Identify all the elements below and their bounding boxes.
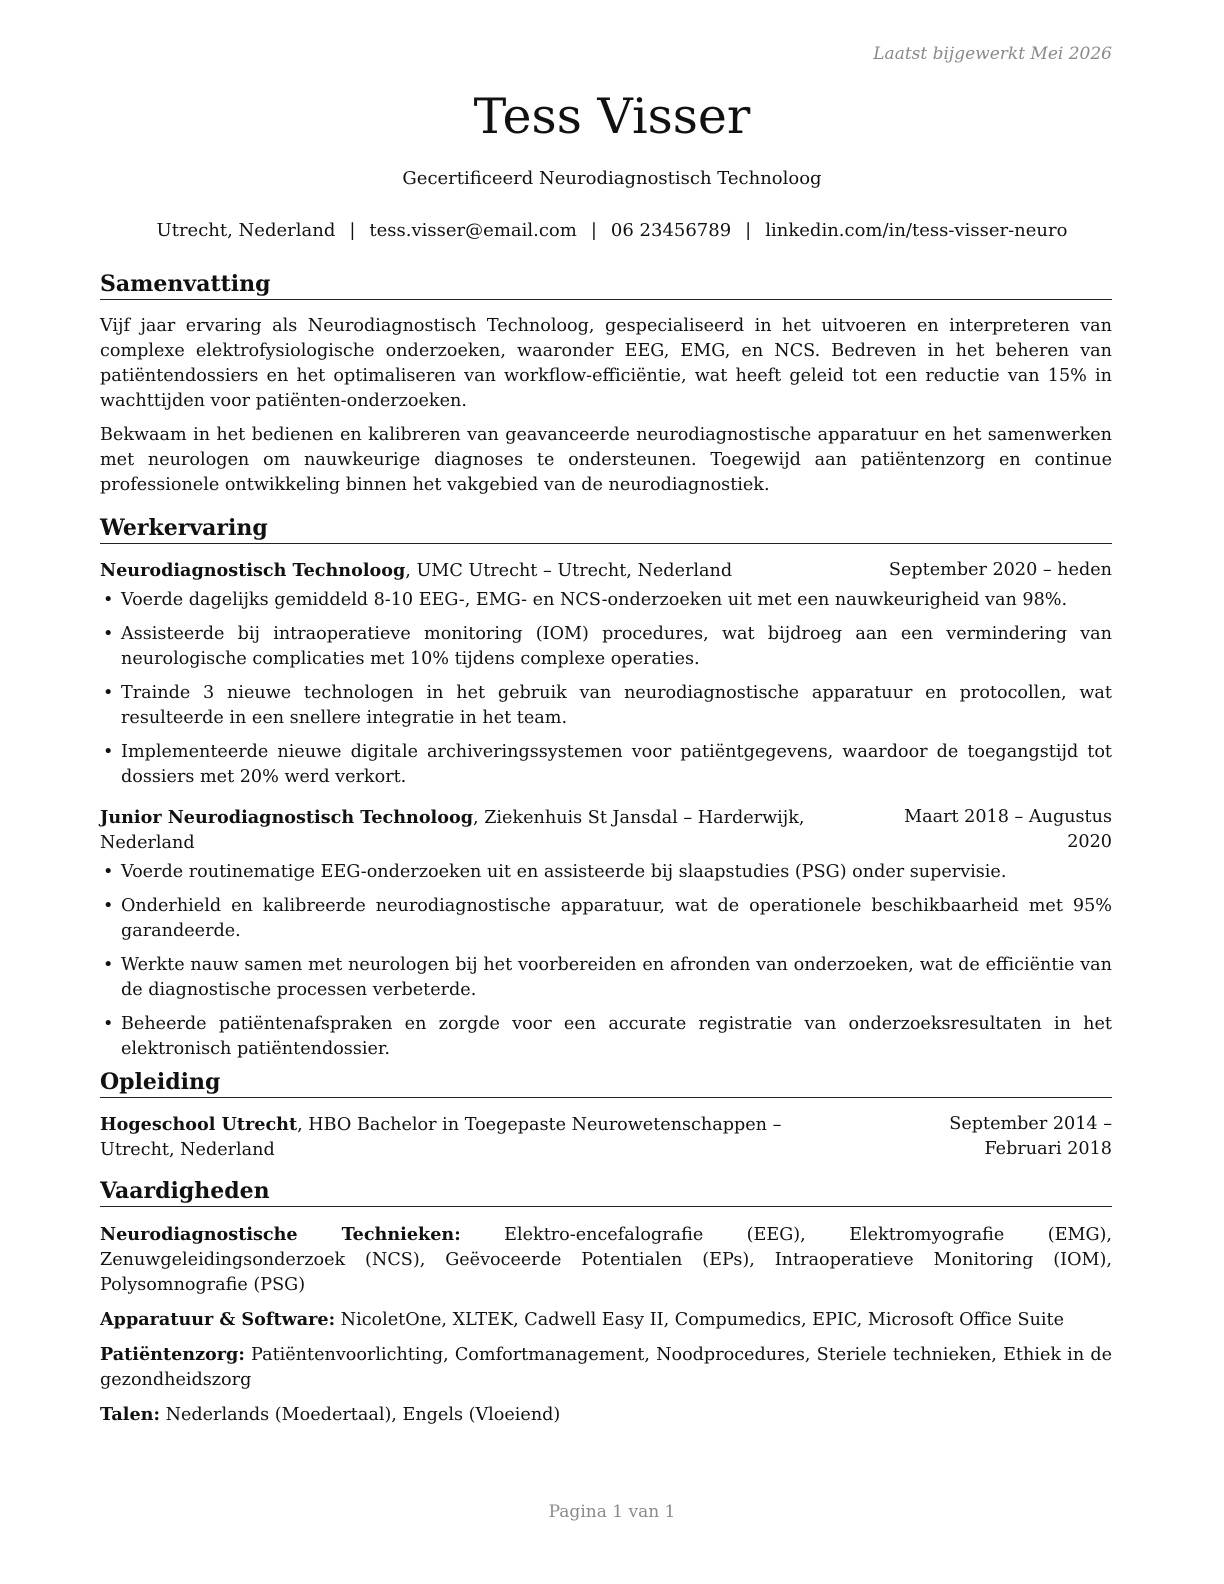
skill-item (100, 1307, 1112, 1333)
section-title-experience: Werkervaring (100, 514, 1112, 544)
candidate-name: Tess Visser (473, 88, 751, 145)
contact-separator: | (745, 220, 752, 241)
job-header (100, 805, 1112, 856)
education-detail: , HBO Bachelor in Toegepaste Neurowetenschappen – Utrecht, Nederland (100, 1115, 782, 1160)
education-school: Hogeschool Utrecht (100, 1114, 298, 1135)
list-item: • Werkte nauw samen met neurologen bij het voorbereiden en afronden van onderzoeken, wat de efficiëntie van de diagnostische processen verbeterde. (100, 953, 1112, 1003)
job-bullets (100, 588, 1112, 790)
job-header (100, 558, 1112, 584)
skill-item (100, 1402, 1112, 1428)
skill-text: NicoletOne, XLTEK, Cadwell Easy II, Compumedics, EPIC, Microsoft Office Suite (335, 1310, 1065, 1330)
headline: Gecertificeerd Neurodiagnostisch Technoloog (402, 168, 822, 189)
contact-line (0, 220, 1224, 241)
contact-linkedin[interactable]: linkedin.com/in/tess-visser-neuro (765, 220, 1068, 241)
education-dates: September 2014 – Februari 2018 (949, 1114, 1112, 1159)
list-item: • Onderhield en kalibreerde neurodiagnostische apparatuur, wat de operationele beschikbaarheid met 95% garandeerde. (100, 894, 1112, 944)
contact-separator: | (349, 220, 356, 241)
summary-paragraph: Vijf jaar ervaring als Neurodiagnostisch Technoloog, gespecialiseerd in het uitvoeren en interpreteren van complexe elektrofysiologische onderzoeken, waaronder EEG, EMG, en NCS. Bedreven in het beheren van patiëntendossiers en het optimaliseren van workflow-efficiëntie, wat heeft geleid tot een reductie van 15% in wachttijden voor patiënten-onderzoeken. (100, 316, 1112, 411)
list-item: • Trainde 3 nieuwe technologen in het gebruik van neurodiagnostische apparatuur en protocollen, wat resulteerde in een snellere integratie in het team. (100, 681, 1112, 731)
list-item: • Voerde dagelijks gemiddeld 8-10 EEG-, EMG- en NCS-onderzoeken uit met een nauwkeurigheid van 98%. (100, 588, 1112, 613)
summary-section (100, 314, 1112, 507)
summary-paragraph: Bekwaam in het bedienen en kalibreren van geavanceerde neurodiagnostische apparatuur en het samenwerken met neurologen om nauwkeurige diagnoses te ondersteunen. Toegewijd aan patiëntenzorg en continue professionele ontwikkeling binnen het vakgebied van de neurodiagnostiek. (100, 425, 1112, 495)
skill-label: Patiëntenzorg: (100, 1344, 245, 1365)
skill-label: Apparatuur & Software: (100, 1309, 336, 1330)
job-org: , Ziekenhuis St Jansdal – Harderwijk, Nederland (100, 808, 805, 853)
skills-section (100, 1222, 1112, 1437)
skill-label: Talen: (100, 1404, 160, 1425)
list-item: • Voerde routinematige EEG-onderzoeken uit en assisteerde bij slaapstudies (PSG) onder supervisie. (100, 860, 1112, 885)
job-entry (100, 805, 1112, 1071)
list-item: • Assisteerde bij intraoperatieve monitoring (IOM) procedures, wat bijdroeg aan een vermindering van neurologische complicaties met 10% tijdens complexe operaties. (100, 622, 1112, 672)
job-entry (100, 558, 1112, 799)
job-dates: Maart 2018 – Augustus 2020 (904, 807, 1112, 852)
section-title-summary: Samenvatting (100, 270, 1112, 300)
job-dates: September 2020 – heden (888, 560, 1112, 580)
job-title-line (100, 558, 732, 584)
contact-email[interactable]: tess.visser@email.com (369, 220, 577, 241)
job-bullets (100, 860, 1112, 1062)
job-title-line (100, 805, 880, 856)
page-number: Pagina 1 van 1 (548, 1502, 676, 1522)
skill-item (100, 1342, 1112, 1393)
job-org: , UMC Utrecht – Utrecht, Nederland (405, 561, 733, 581)
education-entry (100, 1112, 1112, 1163)
section-title-skills: Vaardigheden (100, 1177, 1112, 1207)
skill-text: Nederlands (Moedertaal), Engels (Vloeiend) (159, 1405, 561, 1425)
job-role: Junior Neurodiagnostisch Technoloog (100, 807, 474, 828)
education-line (100, 1112, 860, 1163)
last-updated: Laatst bijgewerkt Mei 2026 (873, 44, 1112, 64)
contact-phone: 06 23456789 (610, 220, 732, 241)
skill-item (100, 1222, 1112, 1298)
contact-separator: | (590, 220, 597, 241)
skill-text: Elektro-encefalografie (EEG), Elektromyografie (EMG), Zenuwgeleidingsonderzoek (NCS), Geëvoceerde Potentialen (EPs), Intraoperatieve Monitoring (IOM), Polysomnografie (PSG) (100, 1225, 1113, 1295)
list-item: • Implementeerde nieuwe digitale archiveringssystemen voor patiëntgegevens, waardoor de toegangstijd tot dossiers met 20% werd verkort. (100, 740, 1112, 790)
skill-label: Neurodiagnostische Technieken: (100, 1224, 461, 1245)
section-title-education: Opleiding (100, 1068, 1112, 1098)
contact-location: Utrecht, Nederland (156, 220, 336, 241)
job-role: Neurodiagnostisch Technoloog (100, 560, 406, 581)
list-item: • Beheerde patiëntenafspraken en zorgde voor een accurate registratie van onderzoeksresultaten in het elektronisch patiëntendossier. (100, 1012, 1112, 1062)
skill-text: Patiëntenvoorlichting, Comfortmanagement, Noodprocedures, Steriele technieken, Ethiek in de gezondheidszorg (100, 1345, 1112, 1390)
education-header (100, 1112, 1112, 1163)
